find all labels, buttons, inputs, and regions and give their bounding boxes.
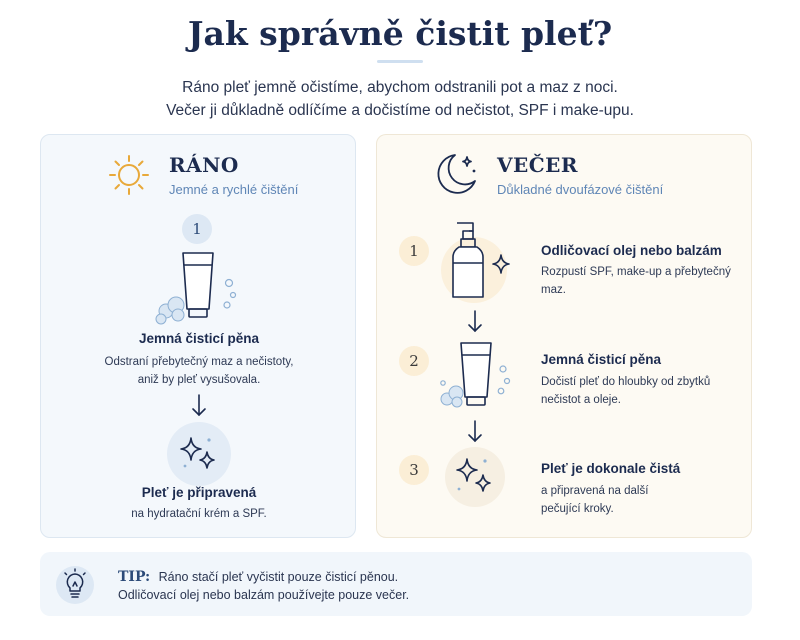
cleanser-tube-icon [437, 339, 517, 413]
sun-icon [107, 153, 151, 197]
cleanser-tube-icon [151, 247, 243, 327]
morning-step-title: Jemná čisticí pěna [138, 331, 260, 346]
page-title: Jak správně čistit pleť? [187, 14, 613, 53]
intro-line-1: Ráno pleť jemně očistíme, abychom odstranili pot a maz z noci. [182, 79, 618, 96]
title-underline [377, 60, 423, 63]
morning-panel [40, 134, 356, 538]
morning-step-desc [41, 353, 357, 389]
step-number-badge: 1 [399, 236, 429, 266]
evening-step-3-desc-line-2: pečující kroky. [541, 503, 614, 515]
intro-line-2: Večer ji důkladně odlíčíme a dočistíme od nečistot, SPF i make-upu. [166, 102, 634, 119]
step-number-badge: 3 [399, 455, 429, 485]
evening-step-2-title: Jemná čisticí pěna [541, 352, 662, 367]
morning-step-desc-line-1: Odstraní přebytečný maz a nečistoty, [104, 356, 294, 368]
tip-label: TIP: [118, 569, 151, 585]
moon-icon [431, 149, 481, 199]
oil-bottle-icon [441, 217, 521, 303]
tip-text-1: Ráno stačí pleť vyčistit pouze čisticí pěnou. [158, 570, 399, 584]
sparkles-icon [171, 426, 227, 482]
arrow-down-icon [189, 393, 209, 419]
evening-step-3-desc [541, 482, 648, 518]
evening-step-1-title: Odličovací olej nebo balzám [541, 243, 722, 258]
evening-step-2-desc [541, 373, 710, 409]
tip-line-1 [118, 568, 398, 586]
evening-step-2-desc-line-1: Dočistí pleť do hloubky od zbytků [541, 376, 711, 388]
arrow-down-icon [465, 419, 485, 445]
morning-result-title: Pleť je připravená [141, 485, 257, 500]
evening-step-1-desc-line-1: Rozpustí SPF, make-up a přebytečný [541, 266, 731, 278]
morning-subtitle: Jemné a rychlé čištění [169, 182, 299, 197]
evening-step-3-title: Pleť je dokonale čistá [541, 461, 681, 476]
evening-title: VEČER [497, 153, 579, 177]
evening-step-1-desc-line-2: maz. [541, 284, 566, 296]
morning-step-desc-line-2: aniž by pleť vysušovala. [137, 374, 261, 386]
evening-step-1-desc [541, 263, 731, 299]
step-number-badge: 2 [399, 346, 429, 376]
evening-subtitle: Důkladné dvoufázové čištění [497, 182, 664, 197]
evening-step-2-desc-line-2: nečistot a oleje. [541, 394, 621, 406]
step-number-badge: 1 [182, 214, 212, 244]
lightbulb-icon [60, 568, 90, 602]
tip-text-2: Odličovací olej nebo balzám používejte pouze večer. [118, 588, 410, 602]
morning-title: RÁNO [169, 153, 239, 177]
morning-result-desc: na hydratační krém a SPF. [131, 508, 267, 520]
intro-text [0, 76, 800, 122]
tip-box [40, 552, 752, 616]
sparkles-icon [447, 449, 503, 505]
arrow-down-icon [465, 309, 485, 335]
evening-step-3-desc-line-1: a připravená na další [541, 485, 649, 497]
evening-panel [376, 134, 752, 538]
